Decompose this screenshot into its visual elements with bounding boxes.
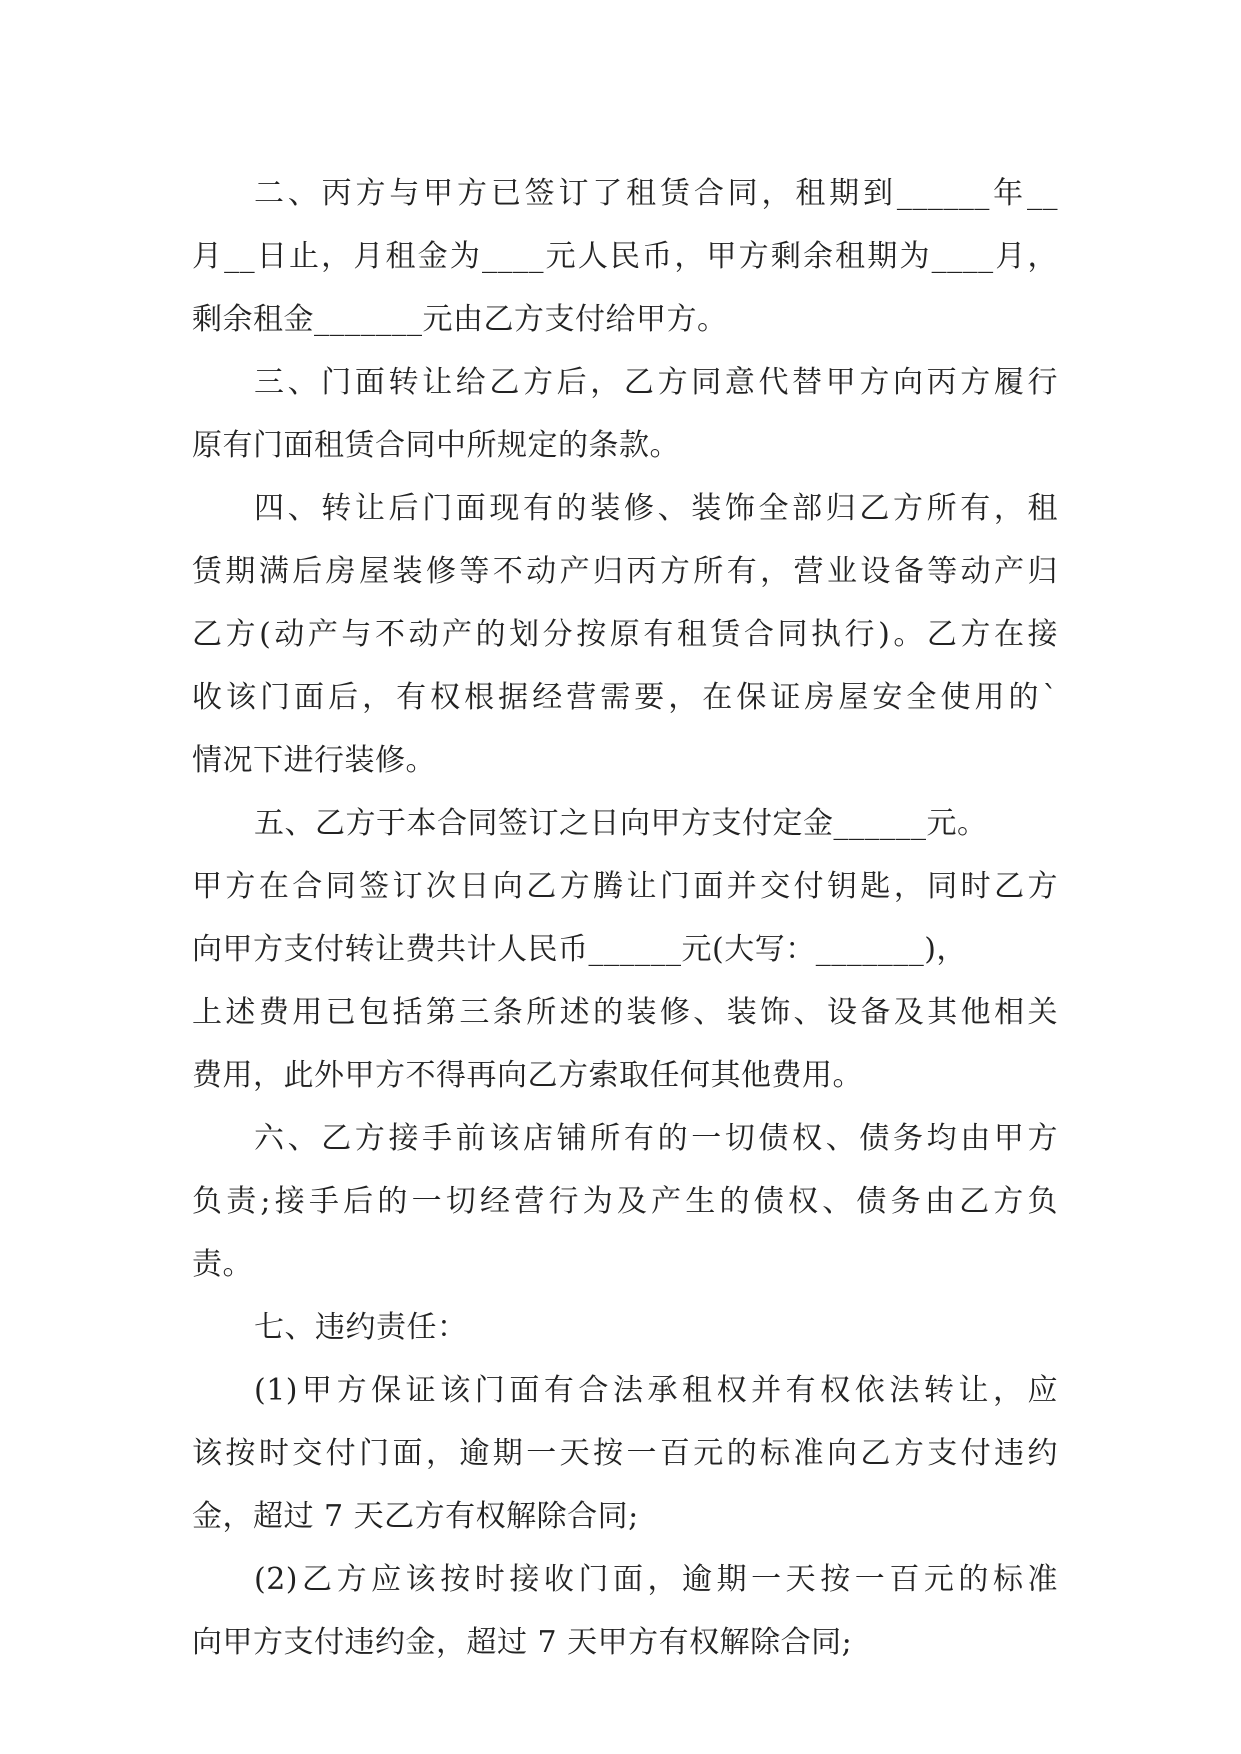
paragraph-clause-5	[192, 792, 1058, 1107]
paragraph-clause-7-heading	[192, 1296, 1058, 1359]
document-body	[192, 162, 1058, 1674]
text-line: 金，超过 7 天乙方有权解除合同;	[192, 1499, 639, 1534]
paragraph-clause-7-item-1	[192, 1359, 1058, 1548]
paragraph-clause-2	[192, 162, 1058, 351]
text-line: 甲方在合同签订次日向乙方腾让门面并交付钥匙，同时乙方	[192, 869, 1058, 904]
paragraph-clause-7-item-2	[192, 1548, 1058, 1674]
text-line: 五、乙方于本合同签订之日向甲方支付定金______元。	[254, 806, 988, 841]
text-line: 剩余租金_______元由乙方支付给甲方。	[192, 302, 728, 337]
paragraph-clause-4	[192, 477, 1058, 792]
text-line: 责。	[192, 1247, 253, 1282]
text-line: 情况下进行装修。	[192, 743, 436, 778]
text-line: 六、乙方接手前该店铺所有的一切债权、债务均由甲方	[254, 1121, 1058, 1156]
text-line: (2)乙方应该按时接收门面，逾期一天按一百元的标准	[254, 1562, 1058, 1597]
text-line: 二、丙方与甲方已签订了租赁合同，租期到______年__	[254, 176, 1058, 211]
text-line: 乙方(动产与不动产的划分按原有租赁合同执行)。乙方在接	[192, 617, 1058, 652]
text-line: 赁期满后房屋装修等不动产归丙方所有，营业设备等动产归	[192, 554, 1058, 589]
text-line: 月__日止，月租金为____元人民币，甲方剩余租期为____月，	[192, 239, 1058, 274]
text-line: 原有门面租赁合同中所规定的条款。	[192, 428, 680, 463]
text-line: 费用，此外甲方不得再向乙方索取任何其他费用。	[192, 1058, 863, 1093]
text-line: (1)甲方保证该门面有合法承租权并有权依法转让，应	[254, 1373, 1058, 1408]
text-line: 该按时交付门面，逾期一天按一百元的标准向乙方支付违约	[192, 1436, 1058, 1471]
paragraph-clause-6	[192, 1107, 1058, 1296]
text-line: 向甲方支付违约金，超过 7 天甲方有权解除合同;	[192, 1625, 853, 1660]
text-line: 向甲方支付转让费共计人民币______元(大写：_______)，	[192, 932, 967, 967]
text-line: 负责;接手后的一切经营行为及产生的债权、债务由乙方负	[192, 1184, 1058, 1219]
text-line: 上述费用已包括第三条所述的装修、装饰、设备及其他相关	[192, 995, 1058, 1030]
text-line: 三、门面转让给乙方后，乙方同意代替甲方向丙方履行	[254, 365, 1058, 400]
text-line: 收该门面后，有权根据经营需要，在保证房屋安全使用的`	[192, 680, 1058, 715]
text-line: 四、转让后门面现有的装修、装饰全部归乙方所有，租	[254, 491, 1058, 526]
section-heading: 七、违约责任：	[254, 1310, 468, 1345]
paragraph-clause-3	[192, 351, 1058, 477]
